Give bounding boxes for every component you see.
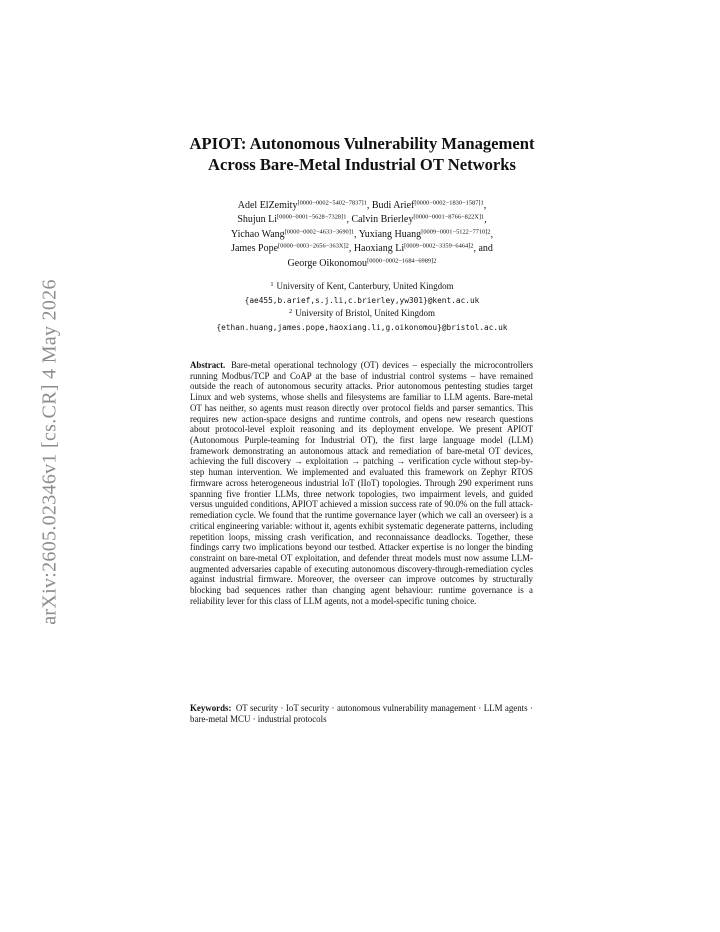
author-orcid: [0000−0001−8766−822X]1: [413, 213, 485, 221]
author-separator: , and: [473, 243, 493, 255]
author-separator: ,: [348, 243, 354, 255]
author-name: Adel ElZemity: [237, 200, 298, 211]
affiliation-emails[interactable]: {ae455,b.arief,s.j.li,c.brierley,yw301}@kent.ac.uk: [244, 295, 480, 305]
author-separator: ,: [483, 200, 487, 211]
affiliation-kent: [150, 280, 574, 294]
author-orcid: [0000−0002−1830−1587]1: [414, 199, 484, 207]
abstract: [190, 360, 533, 607]
arxiv-identifier-stamp: arXiv:2605.02346v1 [cs.CR] 4 May 2026: [38, 279, 61, 625]
author-orcid: [0000−0001−5628−7328]1: [277, 213, 347, 221]
author-orcid: [0009−0001−5122−7710]2: [421, 228, 491, 236]
author-orcid: [0000−0002−1684−6989]2: [367, 257, 437, 265]
title-line-2: Across Bare-Metal Industrial OT Networks: [208, 155, 516, 174]
abstract-label: Abstract.: [190, 360, 226, 370]
author-orcid: [0000−0002−5402−7837]1: [297, 199, 367, 207]
author-name: Haoxiang Li: [353, 243, 405, 255]
author-separator: ,: [354, 228, 359, 240]
author-name: George Oikonomou: [287, 257, 368, 269]
author-name: Yuxiang Huang: [358, 228, 422, 240]
paper-title: [150, 133, 574, 175]
affiliations: [150, 280, 574, 334]
author-separator: ,: [366, 200, 372, 211]
abstract-text: Bare-metal operational technology (OT) devices – especially the microcontrollers running Modbus/TCP and CoAP at the base of industrial control systems – have remained outside the reach of autonomous security attacks. Prior autonomous pentesting studies target Linux and web systems, whose shells and filesystems are familiar to LLM agents. Bare-metal OT has neither, so agents must reason directly over protocol fields and parser semantics. This requires new action-space designs and runtime controls, and opens new research questions about protocol-level exploit reasoning and its deployment envelope. We present APIOT (Autonomous Purple-teaming for Industrial OT), the first large language model (LLM) framework demonstrating an autonomous attack and remediation of bare-metal OT devices, achieving the full discovery → exploitation → patching → verification cycle without step-by-step human intervention. We implemented and evaluated this framework on Zephyr RTOS firmware across heterogeneous industrial IoT (IIoT) topologies. Through 290 experiment runs spanning five frontier LLMs, three network topologies, two impairment levels, and guided versus unguided conditions, APIOT achieved a mission success rate of 90.0% on the full attack-remediation cycle. We found that the runtime governance layer (which we call an overseer) is a critical engineering variable: without it, agents exhibit systematic degenerate patterns, including repetition loops, missing crash verification, and reconnaissance deadlocks. Together, these findings carry two implications beyond our testbed. Attacker expertise is no longer the binding constraint on bare-metal OT exploitation, and defender threat models must now assume LLM-augmented adversaries capable of executing autonomous discovery-through-remediation cycles against industrial firmware. Moreover, the overseer can improve outcomes by structurally blocking bad sequences rather than changing agent behaviour: runtime governance is a reliability lever for this class of LLM agents, not a model-specific tuning choice.: [190, 360, 534, 606]
author-orcid: [0009−0002−3359−6464]2: [404, 242, 474, 250]
author-list: [150, 199, 574, 271]
affiliation-name: University of Bristol, United Kingdom: [295, 308, 435, 318]
affiliation-bristol: [150, 307, 574, 321]
author-separator: ,: [484, 214, 487, 226]
title-line-1: APIOT: Autonomous Vulnerability Management: [189, 134, 535, 153]
affiliation-emails[interactable]: {ethan.huang,james.pope,haoxiang.li,g.oikonomou}@bristol.ac.uk: [216, 322, 508, 332]
affiliation-mark: 1: [270, 281, 274, 288]
author-name: Calvin Brierley: [351, 214, 414, 226]
author-name: Shujun Li: [237, 214, 278, 226]
author-name: James Pope: [231, 243, 279, 255]
keywords-label: Keywords:: [190, 703, 232, 713]
affiliation-mark: 2: [289, 308, 293, 315]
author-separator: ,: [490, 228, 494, 240]
author-name: Yichao Wang: [230, 228, 285, 240]
author-orcid: [0000−0002−4633−3690]1: [284, 228, 355, 236]
author-separator: ,: [346, 214, 352, 226]
keywords-text: OT security · IoT security · autonomous vulnerability management · LLM agents · bare-metal MCU · industrial protocols: [190, 703, 534, 724]
author-orcid: [0000−0003−2656−363X]2: [278, 242, 349, 250]
keywords: [190, 703, 533, 724]
affiliation-name: University of Kent, Canterbury, United Kingdom: [276, 281, 454, 291]
author-name: Budi Arief: [371, 200, 415, 211]
